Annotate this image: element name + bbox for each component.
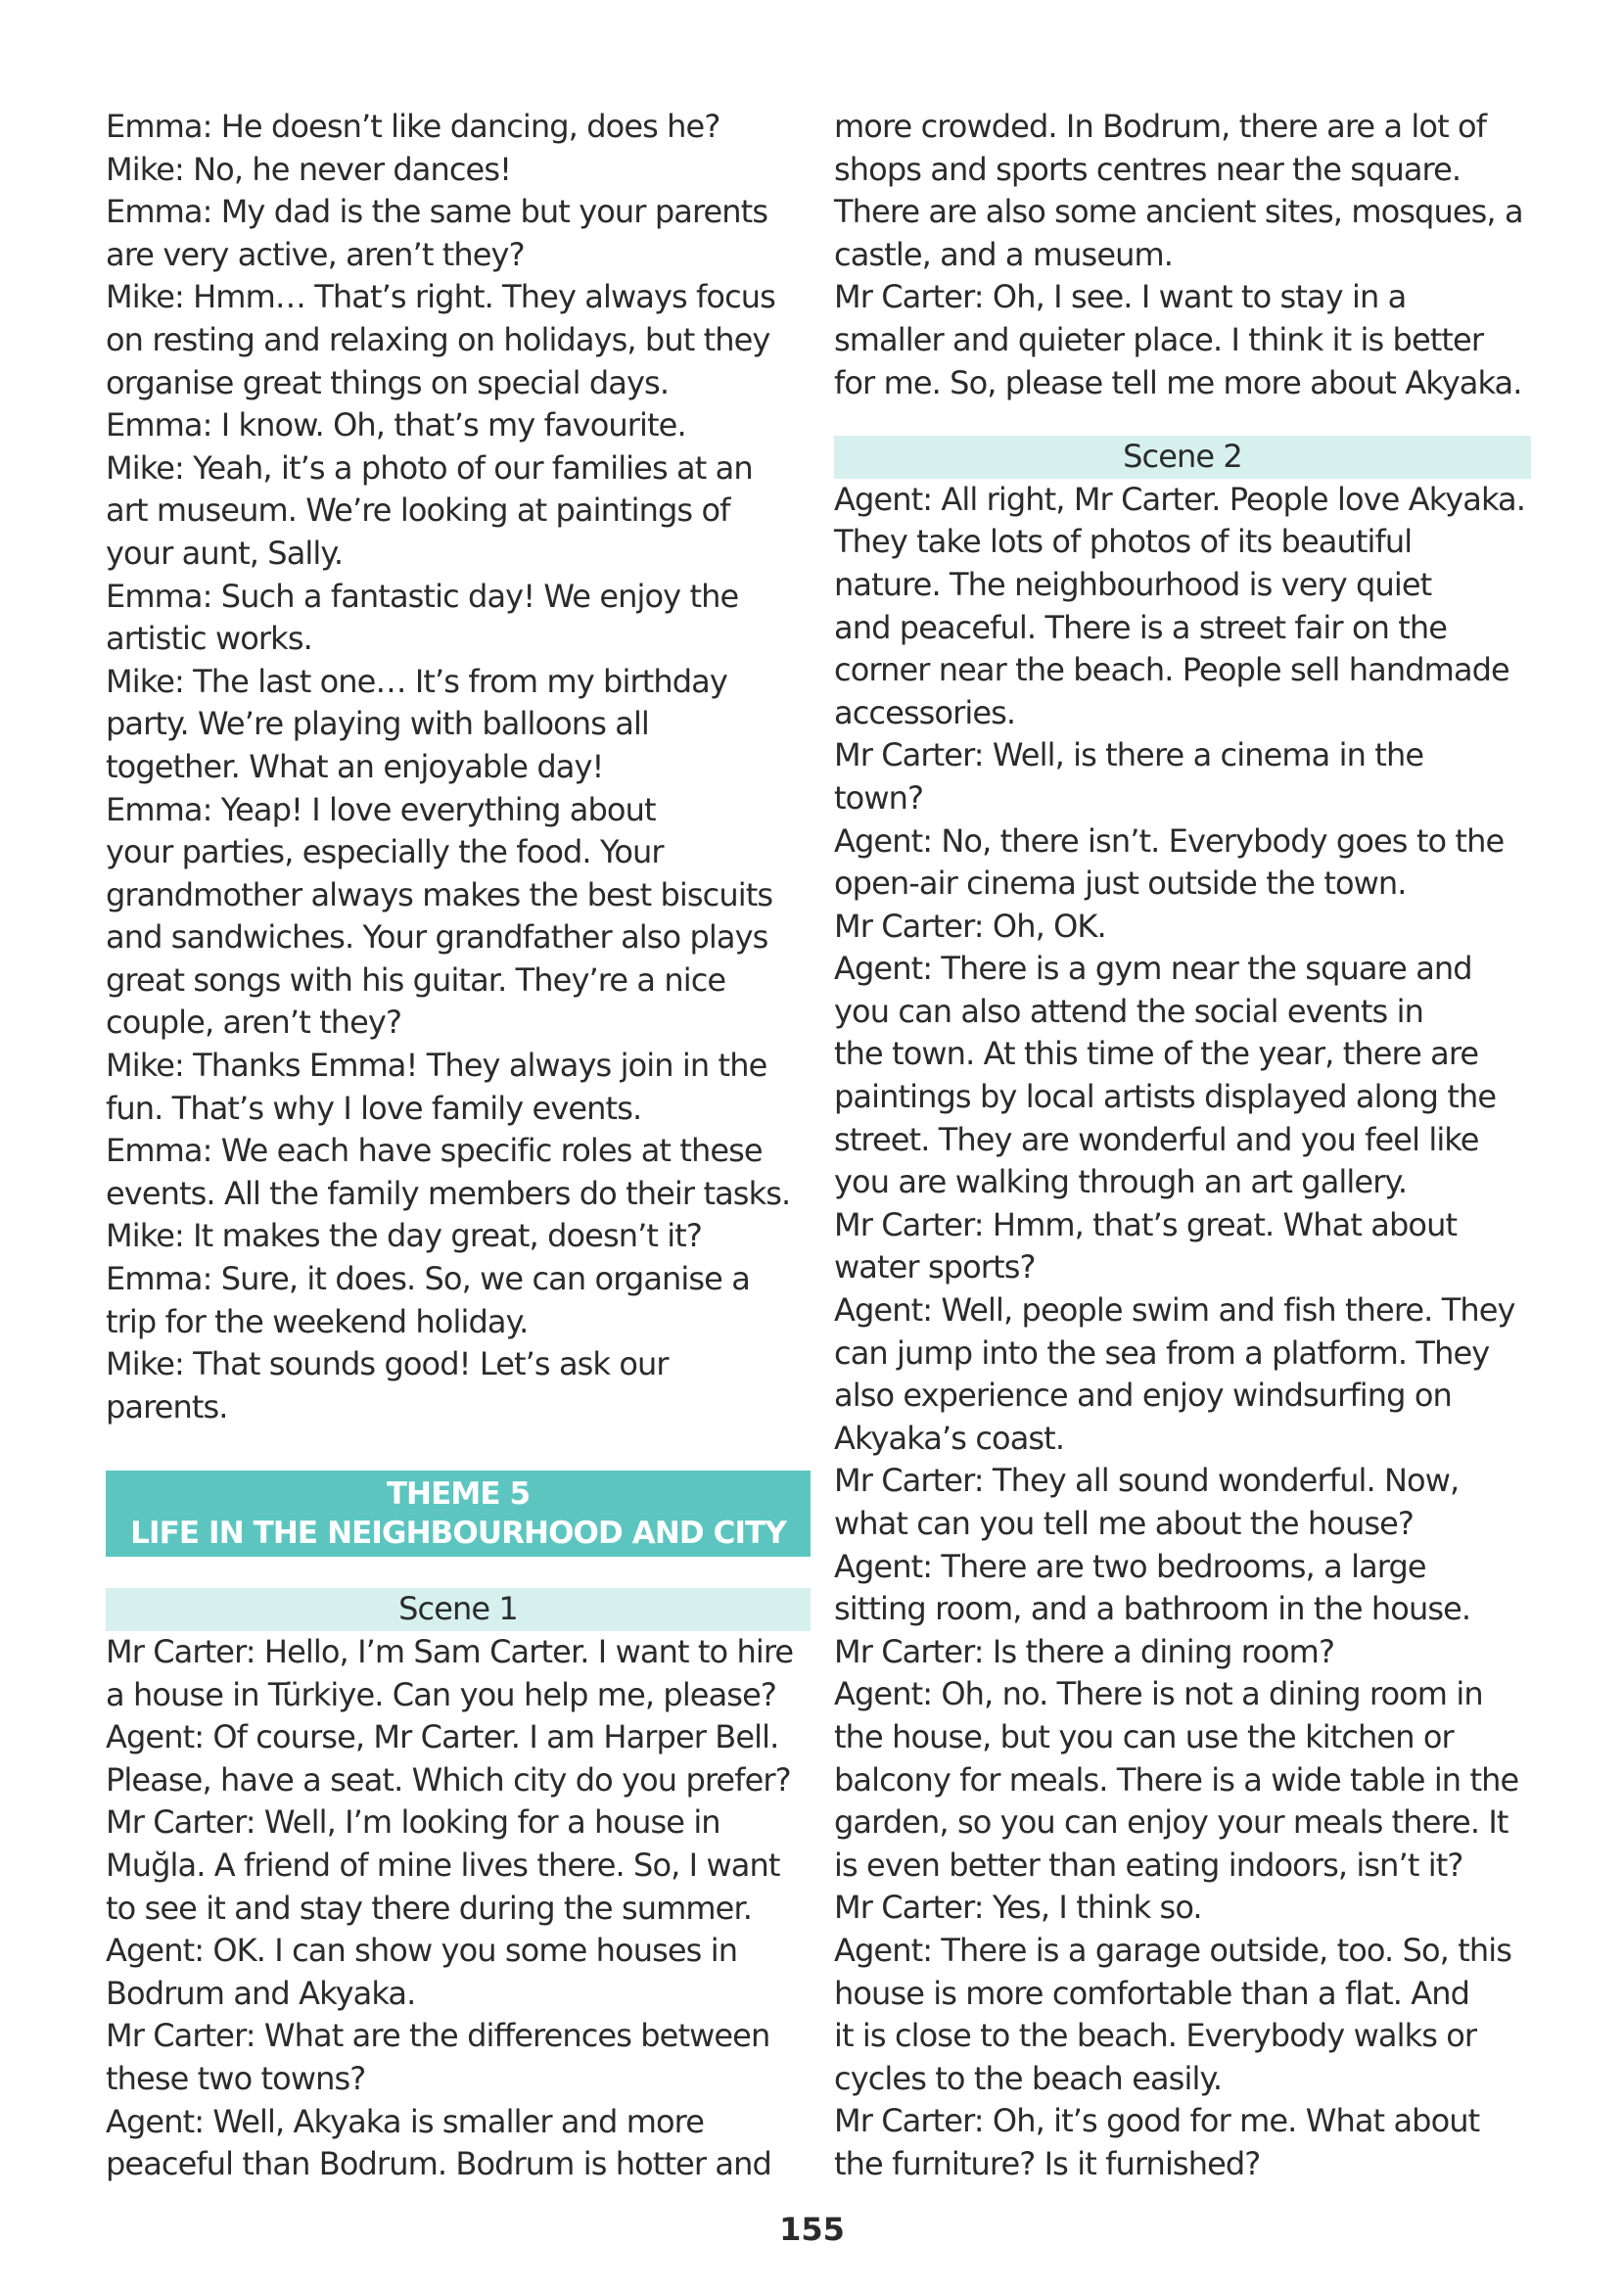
- text-line: garden, so you can enjoy your meals there. It: [834, 1803, 1508, 1842]
- text-line: Mr Carter: Well, I’m looking for a house in: [106, 1803, 720, 1842]
- text-line: can jump into the sea from a platform. They: [834, 1333, 1490, 1372]
- spacer: [834, 404, 1531, 436]
- text-line: Please, have a seat. Which city do you prefer?: [106, 1760, 791, 1799]
- text-line: the house, but you can use the kitchen or: [834, 1717, 1454, 1755]
- text-line: organise great things on special days.: [106, 363, 670, 401]
- text-line: Mr Carter: Oh, OK.: [834, 907, 1106, 945]
- text-line: Agent: There is a garage outside, too. So, this: [834, 1931, 1511, 1969]
- text-line: Agent: There are two bedrooms, a large: [834, 1547, 1426, 1585]
- text-line: the furniture? Is it furnished?: [834, 2144, 1261, 2182]
- text-line: Mike: The last one… It’s from my birthday: [106, 662, 727, 700]
- dialogue-scene-1: [106, 1631, 811, 2186]
- text-line: paintings by local artists displayed along the: [834, 1078, 1497, 1116]
- text-line: Muğla. A friend of mine lives there. So, I want: [106, 1846, 780, 1884]
- text-line: house is more comfortable than a flat. And: [834, 1974, 1470, 2012]
- text-line: Emma: Such a fantastic day! We enjoy the: [106, 577, 739, 615]
- text-line: Mike: It makes the day great, doesn’t it?: [106, 1217, 703, 1255]
- text-line: is even better than eating indoors, isn’t it?: [834, 1846, 1463, 1884]
- text-line: They take lots of photos of its beautiful: [834, 523, 1413, 561]
- right-column: [834, 106, 1531, 2186]
- text-line: Agent: Oh, no. There is not a dining room in: [834, 1675, 1483, 1713]
- text-line: are very active, aren’t they?: [106, 235, 525, 273]
- text-line: Bodrum and Akyaka.: [106, 1974, 416, 2012]
- text-line: what can you tell me about the house?: [834, 1505, 1414, 1542]
- text-line: your parties, especially the food. Your: [106, 833, 664, 871]
- text-line: Mike: Hmm… That’s right. They always focus: [106, 278, 775, 316]
- page-number: 155: [779, 2211, 845, 2248]
- scene-1-heading: Scene 1: [106, 1588, 811, 1631]
- text-line: street. They are wonderful and you feel like: [834, 1120, 1479, 1158]
- text-line: Mr Carter: Well, is there a cinema in the: [834, 736, 1424, 774]
- text-line: There are also some ancient sites, mosques, a: [834, 193, 1523, 231]
- text-line: great songs with his guitar. They’re a nice: [106, 960, 726, 999]
- text-line: on resting and relaxing on holidays, but they: [106, 320, 770, 358]
- theme-title: LIFE IN THE NEIGHBOURHOOD AND CITY: [130, 1516, 786, 1552]
- text-line: balcony for meals. There is a wide table in the: [834, 1760, 1519, 1799]
- text-line: Agent: Well, people swim and fish there. They: [834, 1291, 1515, 1330]
- text-line: Mr Carter: Oh, I see. I want to stay in a: [834, 278, 1407, 316]
- text-line: and peaceful. There is a street fair on the: [834, 608, 1448, 646]
- text-line: corner near the beach. People sell handmade: [834, 651, 1509, 689]
- text-line: Mike: No, he never dances!: [106, 150, 512, 188]
- text-line: Mike: Yeah, it’s a photo of our families at an: [106, 448, 753, 487]
- text-line: Emma: My dad is the same but your parents: [106, 193, 768, 231]
- spacer: [106, 1557, 811, 1588]
- text-line: cycles to the beach easily.: [834, 2059, 1223, 2097]
- text-line: peaceful than Bodrum. Bodrum is hotter and: [106, 2145, 771, 2183]
- text-line: couple, aren’t they?: [106, 1004, 402, 1042]
- text-line: trip for the weekend holiday.: [106, 1302, 529, 1340]
- text-line: art museum. We’re looking at paintings of: [106, 491, 730, 530]
- text-line: you can also attend the social events in: [834, 992, 1423, 1030]
- text-line: you are walking through an art gallery.: [834, 1163, 1408, 1201]
- theme-number: THEME 5: [386, 1476, 531, 1513]
- text-line: Emma: Sure, it does. So, we can organise a: [106, 1260, 750, 1298]
- left-column: [106, 106, 811, 2186]
- text-line: Akyaka’s coast.: [834, 1419, 1065, 1457]
- text-line: smaller and quieter place. I think it is better: [834, 320, 1484, 358]
- theme-banner: [106, 1471, 811, 1557]
- text-line: Agent: OK. I can show you some houses in: [106, 1932, 738, 1970]
- text-line: Mr Carter: Oh, it’s good for me. What about: [834, 2102, 1480, 2140]
- text-line: Mr Carter: Yes, I think so.: [834, 1889, 1202, 1927]
- text-line: Mr Carter: What are the differences between: [106, 2017, 770, 2055]
- scene-2-heading: Scene 2: [834, 436, 1531, 479]
- text-line: Mike: Thanks Emma! They always join in the: [106, 1047, 767, 1085]
- text-line: Mike: That sounds good! Let’s ask our: [106, 1345, 669, 1383]
- text-line: fun. That’s why I love family events.: [106, 1089, 642, 1127]
- text-line: a house in Türkiye. Can you help me, please?: [106, 1675, 776, 1713]
- text-line: your aunt, Sally.: [106, 534, 344, 572]
- text-line: Mr Carter: Hmm, that’s great. What about: [834, 1205, 1458, 1243]
- text-line: shops and sports centres near the square.: [834, 150, 1462, 188]
- text-line: Agent: Of course, Mr Carter. I am Harper Bell.: [106, 1718, 779, 1756]
- dialogue-scene-1-continued: [834, 106, 1531, 404]
- text-line: Mr Carter: Is there a dining room?: [834, 1632, 1335, 1670]
- text-line: Agent: No, there isn’t. Everybody goes to the: [834, 821, 1505, 860]
- text-line: and sandwiches. Your grandfather also plays: [106, 918, 768, 957]
- text-line: also experience and enjoy windsurfing on: [834, 1377, 1452, 1415]
- text-line: castle, and a museum.: [834, 235, 1174, 273]
- text-line: Emma: Yeap! I love everything about: [106, 790, 656, 828]
- text-line: party. We’re playing with balloons all: [106, 705, 649, 743]
- dialogue-scene-2: [834, 479, 1531, 2186]
- text-line: open-air cinema just outside the town.: [834, 865, 1407, 903]
- text-line: nature. The neighbourhood is very quiet: [834, 565, 1432, 603]
- text-line: accessories.: [834, 693, 1016, 731]
- text-line: these two towns?: [106, 2059, 366, 2097]
- text-line: artistic works.: [106, 620, 312, 658]
- text-line: Mr Carter: Hello, I’m Sam Carter. I want to hire: [106, 1633, 794, 1670]
- text-line: Mr Carter: They all sound wonderful. Now,: [834, 1462, 1460, 1500]
- text-line: to see it and stay there during the summer.: [106, 1889, 753, 1927]
- text-line: Agent: All right, Mr Carter. People love Akyaka.: [834, 480, 1526, 518]
- text-line: events. All the family members do their tasks.: [106, 1174, 791, 1212]
- text-line: town?: [834, 778, 924, 817]
- text-line: it is close to the beach. Everybody walks or: [834, 2017, 1477, 2055]
- text-line: Emma: We each have specific roles at these: [106, 1132, 763, 1170]
- text-line: grandmother always makes the best biscuits: [106, 875, 773, 913]
- text-line: the town. At this time of the year, there are: [834, 1035, 1479, 1073]
- text-line: parents.: [106, 1387, 228, 1426]
- text-line: sitting room, and a bathroom in the house.: [834, 1590, 1471, 1628]
- text-line: water sports?: [834, 1248, 1036, 1286]
- spacer: [106, 1428, 811, 1471]
- dialogue-emma-mike: [106, 106, 811, 1428]
- text-line: Agent: Well, Akyaka is smaller and more: [106, 2102, 704, 2140]
- text-line: for me. So, please tell me more about Akyaka.: [834, 363, 1522, 401]
- text-line: Emma: I know. Oh, that’s my favourite.: [106, 406, 686, 444]
- text-line: more crowded. In Bodrum, there are a lot of: [834, 108, 1487, 145]
- text-line: together. What an enjoyable day!: [106, 747, 604, 785]
- text-line: Emma: He doesn’t like dancing, does he?: [106, 108, 720, 145]
- text-line: Agent: There is a gym near the square and: [834, 950, 1472, 988]
